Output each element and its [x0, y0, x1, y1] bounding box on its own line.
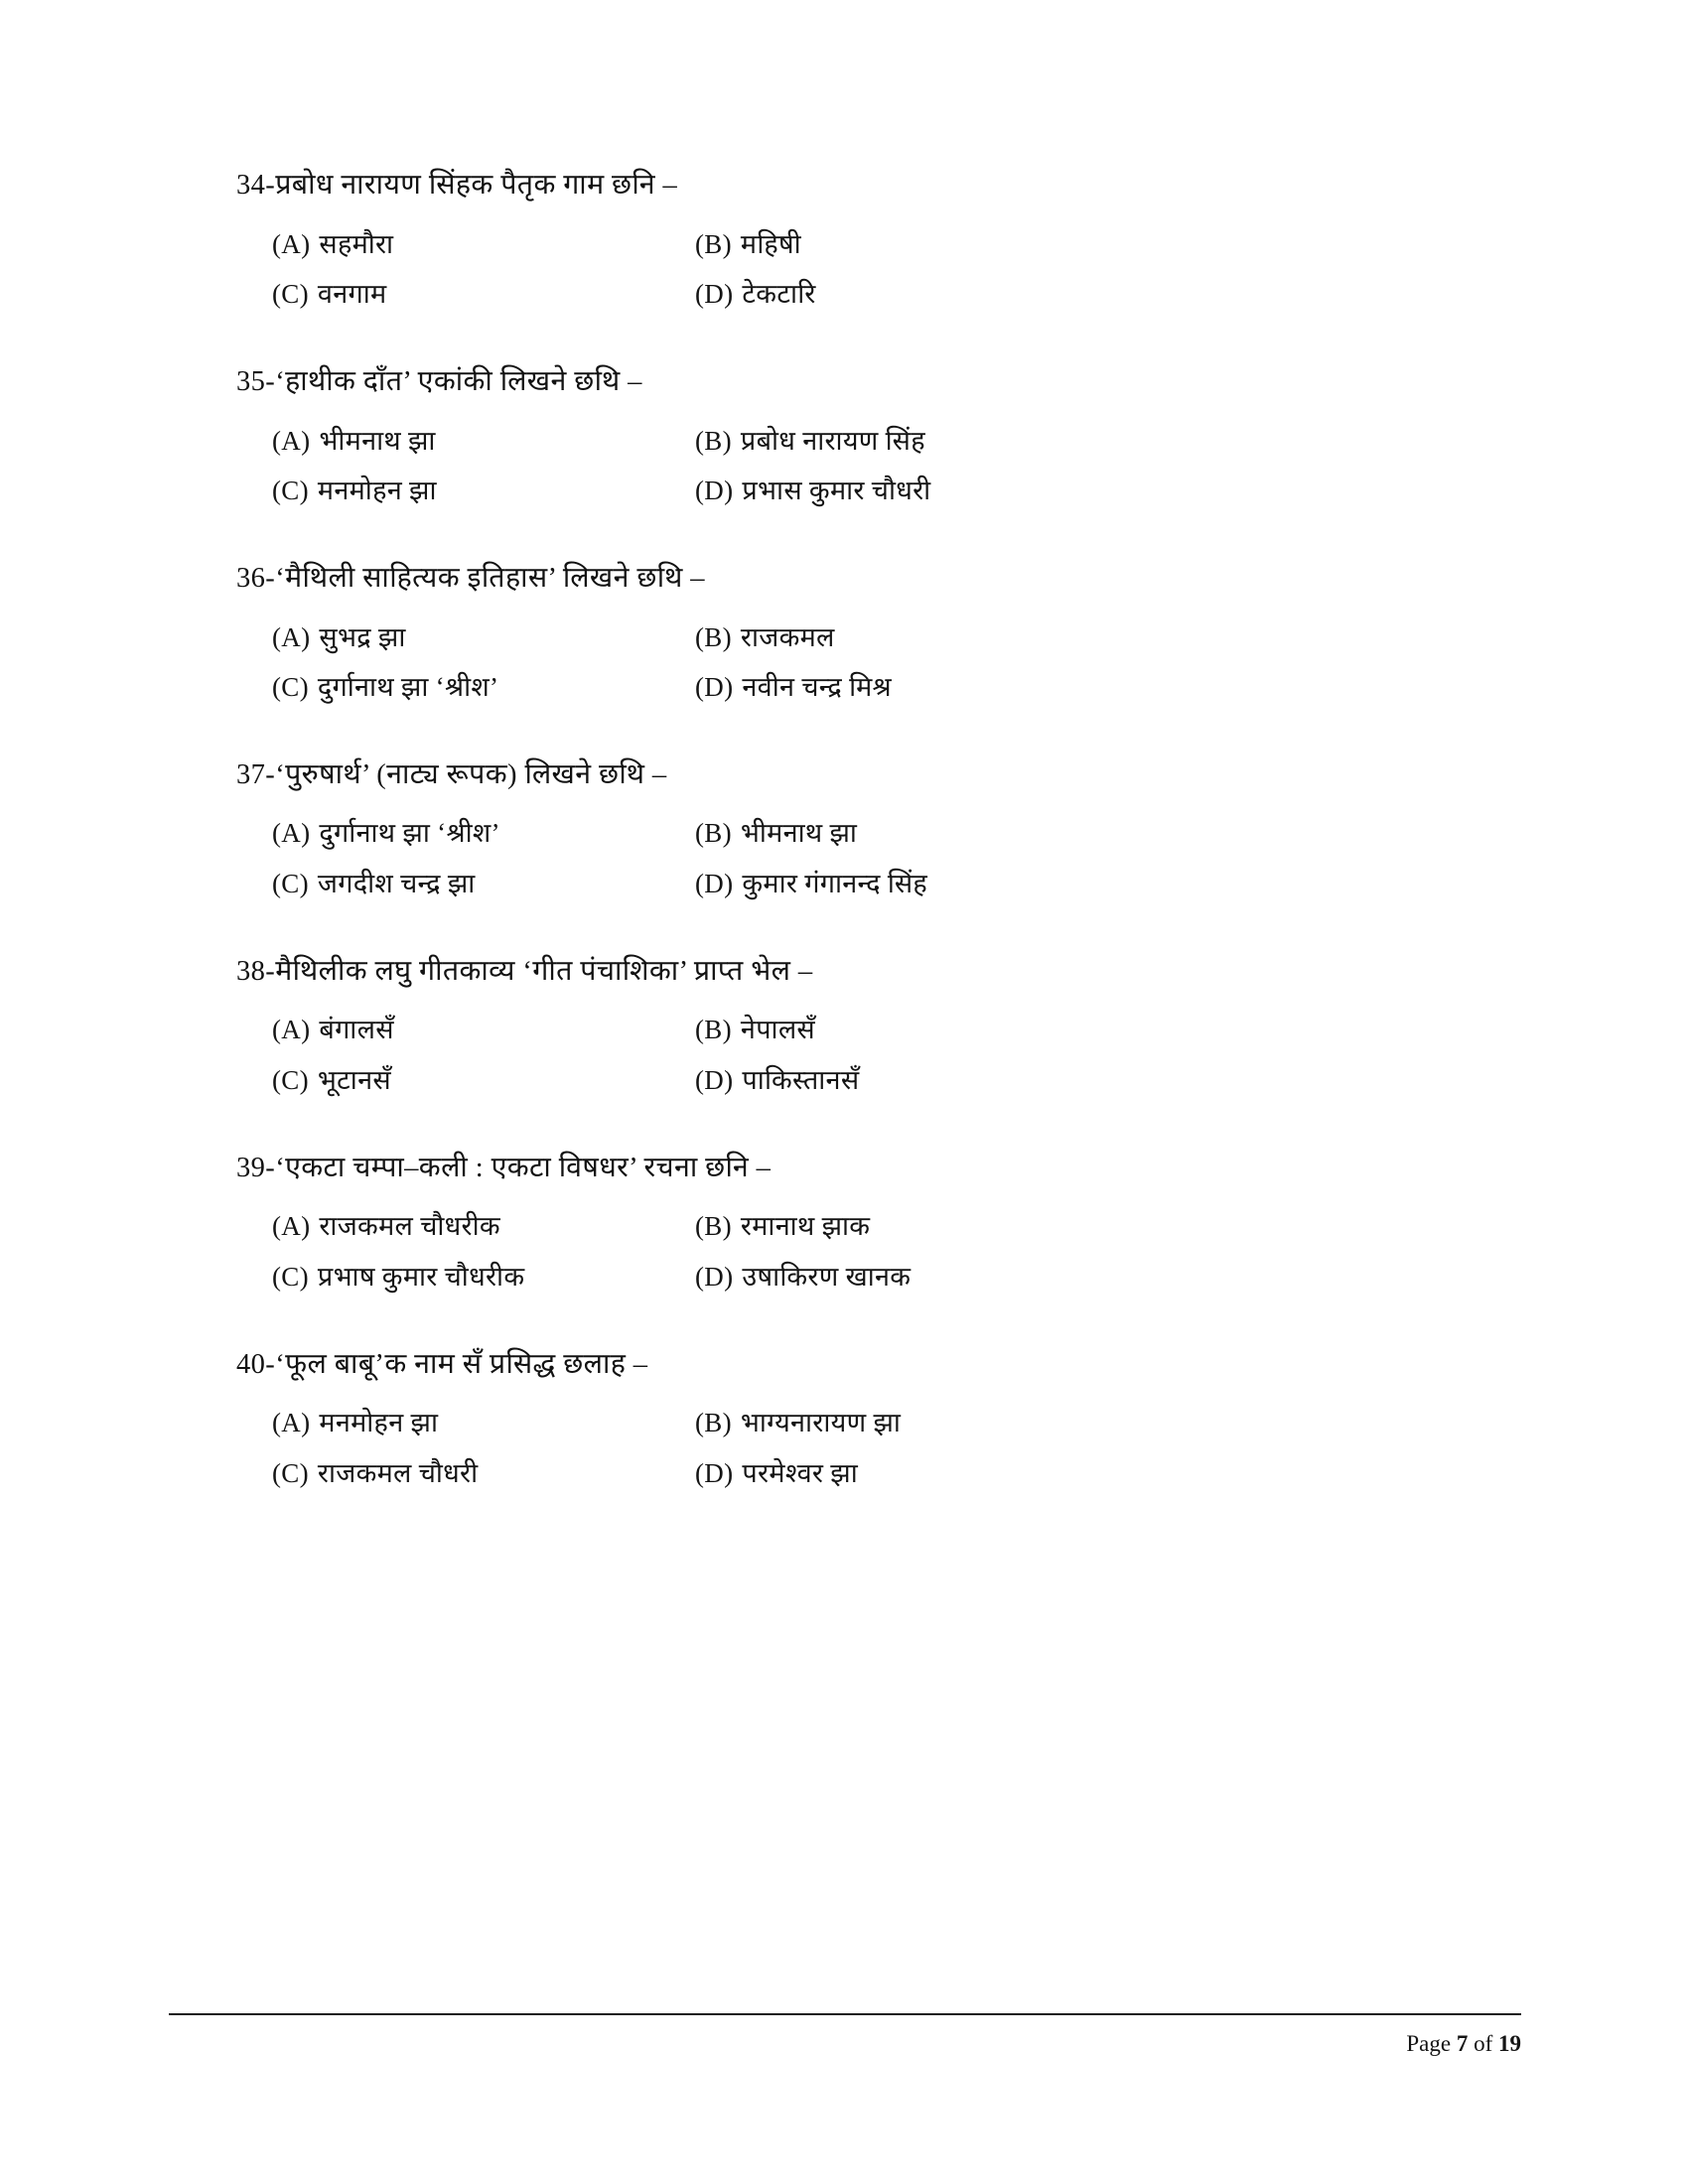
option-label: (C)	[272, 1261, 309, 1292]
option-label: (B)	[695, 1211, 732, 1242]
question-text: 37-‘पुरुषार्थ’ (नाट्य रूपक) लिखने छथि –	[236, 758, 667, 790]
option-text: कुमार गंगानन्द सिंह	[742, 868, 928, 898]
option-label: (A)	[272, 425, 311, 456]
option-text: प्रभास कुमार चौधरी	[742, 475, 931, 505]
option-c[interactable]	[236, 473, 695, 508]
option-label: (C)	[272, 868, 309, 898]
option-d[interactable]	[695, 473, 1477, 508]
option-a[interactable]	[236, 1208, 695, 1244]
question-block	[236, 1346, 1477, 1491]
option-label: (D)	[695, 1261, 734, 1292]
option-row	[236, 226, 1477, 262]
option-b[interactable]	[695, 815, 1477, 851]
option-label: (B)	[695, 818, 732, 849]
option-text: भीमनाथ झा	[319, 425, 436, 456]
option-b[interactable]	[695, 1208, 1477, 1244]
option-label: (B)	[695, 425, 732, 456]
option-b[interactable]	[695, 226, 1477, 262]
option-text: नेपालसँ	[740, 1015, 815, 1045]
page-footer	[1406, 2031, 1521, 2057]
option-text: टेकटारि	[742, 278, 816, 309]
option-label: (C)	[272, 1064, 309, 1095]
option-label: (D)	[695, 1457, 734, 1488]
footer-page-middle: of	[1468, 2031, 1498, 2056]
option-text: रमानाथ झाक	[740, 1211, 871, 1242]
option-row	[236, 1012, 1477, 1047]
option-b[interactable]	[695, 423, 1477, 459]
option-a[interactable]	[236, 815, 695, 851]
option-c[interactable]	[236, 1455, 695, 1491]
option-text: पाकिस्तानसँ	[742, 1064, 860, 1095]
option-c[interactable]	[236, 866, 695, 901]
option-row	[236, 619, 1477, 655]
option-text: राजकमल चौधरी	[317, 1457, 479, 1488]
option-label: (D)	[695, 671, 734, 702]
option-text: सुभद्र झा	[319, 621, 406, 652]
option-text: प्रभाष कुमार चौधरीक	[317, 1261, 525, 1292]
option-label: (B)	[695, 1015, 732, 1045]
option-text: दुर्गानाथ झा ‘श्रीश’	[317, 671, 499, 702]
option-row	[236, 276, 1477, 312]
option-c[interactable]	[236, 1259, 695, 1295]
option-a[interactable]	[236, 1012, 695, 1047]
question-block	[236, 953, 1477, 1098]
option-text: भाग्यनारायण झा	[740, 1408, 902, 1438]
option-c[interactable]	[236, 669, 695, 705]
footer-page-prefix: Page	[1406, 2031, 1457, 2056]
option-row	[236, 423, 1477, 459]
option-label: (B)	[695, 228, 732, 259]
option-label: (D)	[695, 475, 734, 505]
option-a[interactable]	[236, 1405, 695, 1440]
option-text: राजकमल	[740, 621, 835, 652]
option-text: परमेश्वर झा	[742, 1457, 859, 1488]
option-a[interactable]	[236, 423, 695, 459]
option-a[interactable]	[236, 226, 695, 262]
footer-divider	[169, 2013, 1521, 2015]
question-text: 38-मैथिलीक लघु गीतकाव्य ‘गीत पंचाशिका’ प्राप्त भेल –	[236, 955, 813, 987]
option-text: मनमोहन झा	[317, 475, 437, 505]
option-text: राजकमल चौधरीक	[319, 1211, 500, 1242]
option-c[interactable]	[236, 1062, 695, 1098]
option-row	[236, 1405, 1477, 1440]
option-b[interactable]	[695, 619, 1477, 655]
option-text: भीमनाथ झा	[740, 818, 858, 849]
option-text: नवीन चन्द्र मिश्र	[742, 671, 892, 702]
question-text: 36-‘मैथिली साहित्यक इतिहास’ लिखने छथि –	[236, 562, 705, 594]
questions-container	[236, 167, 1477, 1491]
question-block	[236, 756, 1477, 901]
option-label: (A)	[272, 621, 311, 652]
footer-total-pages: 19	[1498, 2031, 1521, 2056]
option-label: (A)	[272, 818, 311, 849]
option-label: (C)	[272, 475, 309, 505]
option-b[interactable]	[695, 1405, 1477, 1440]
option-d[interactable]	[695, 866, 1477, 901]
option-text: दुर्गानाथ झा ‘श्रीश’	[319, 818, 500, 849]
option-text: बंगालसँ	[319, 1015, 394, 1045]
option-text: महिषी	[740, 228, 801, 259]
option-d[interactable]	[695, 1259, 1477, 1295]
question-block	[236, 560, 1477, 705]
question-text: 39-‘एकटा चम्पा–कली : एकटा विषधर’ रचना छनि –	[236, 1152, 772, 1183]
option-label: (C)	[272, 1457, 309, 1488]
option-d[interactable]	[695, 276, 1477, 312]
option-label: (A)	[272, 1408, 311, 1438]
question-block	[236, 1150, 1477, 1295]
option-label: (A)	[272, 1015, 311, 1045]
option-text: सहमौरा	[319, 228, 394, 259]
option-a[interactable]	[236, 619, 695, 655]
option-text: जगदीश चन्द्र झा	[317, 868, 476, 898]
option-label: (D)	[695, 868, 734, 898]
option-b[interactable]	[695, 1012, 1477, 1047]
question-block	[236, 167, 1477, 312]
option-d[interactable]	[695, 1455, 1477, 1491]
option-label: (C)	[272, 671, 309, 702]
option-label: (D)	[695, 278, 734, 309]
option-row	[236, 1208, 1477, 1244]
option-text: वनगाम	[317, 278, 387, 309]
option-row	[236, 1062, 1477, 1098]
option-row	[236, 1455, 1477, 1491]
option-text: उषाकिरण खानक	[742, 1261, 912, 1292]
option-c[interactable]	[236, 276, 695, 312]
option-row	[236, 473, 1477, 508]
option-text: भूटानसँ	[317, 1064, 391, 1095]
question-text: 34-प्रबोध नारायण सिंहक पैतृक गाम छनि –	[236, 170, 678, 201]
option-row	[236, 866, 1477, 901]
option-label: (A)	[272, 228, 311, 259]
option-label: (B)	[695, 621, 732, 652]
option-row	[236, 669, 1477, 705]
option-label: (C)	[272, 278, 309, 309]
option-d[interactable]	[695, 1062, 1477, 1098]
option-label: (B)	[695, 1408, 732, 1438]
question-text: 40-‘फूल बाबू’क नाम सँ प्रसिद्ध छलाह –	[236, 1348, 648, 1380]
option-row	[236, 815, 1477, 851]
option-row	[236, 1259, 1477, 1295]
option-label: (D)	[695, 1064, 734, 1095]
footer-current-page: 7	[1456, 2031, 1469, 2056]
option-d[interactable]	[695, 669, 1477, 705]
option-text: प्रबोध नारायण सिंह	[740, 425, 925, 456]
option-label: (A)	[272, 1211, 311, 1242]
question-text: 35-‘हाथीक दाँत’ एकांकी लिखने छथि –	[236, 365, 642, 397]
option-text: मनमोहन झा	[319, 1408, 439, 1438]
question-block	[236, 363, 1477, 508]
